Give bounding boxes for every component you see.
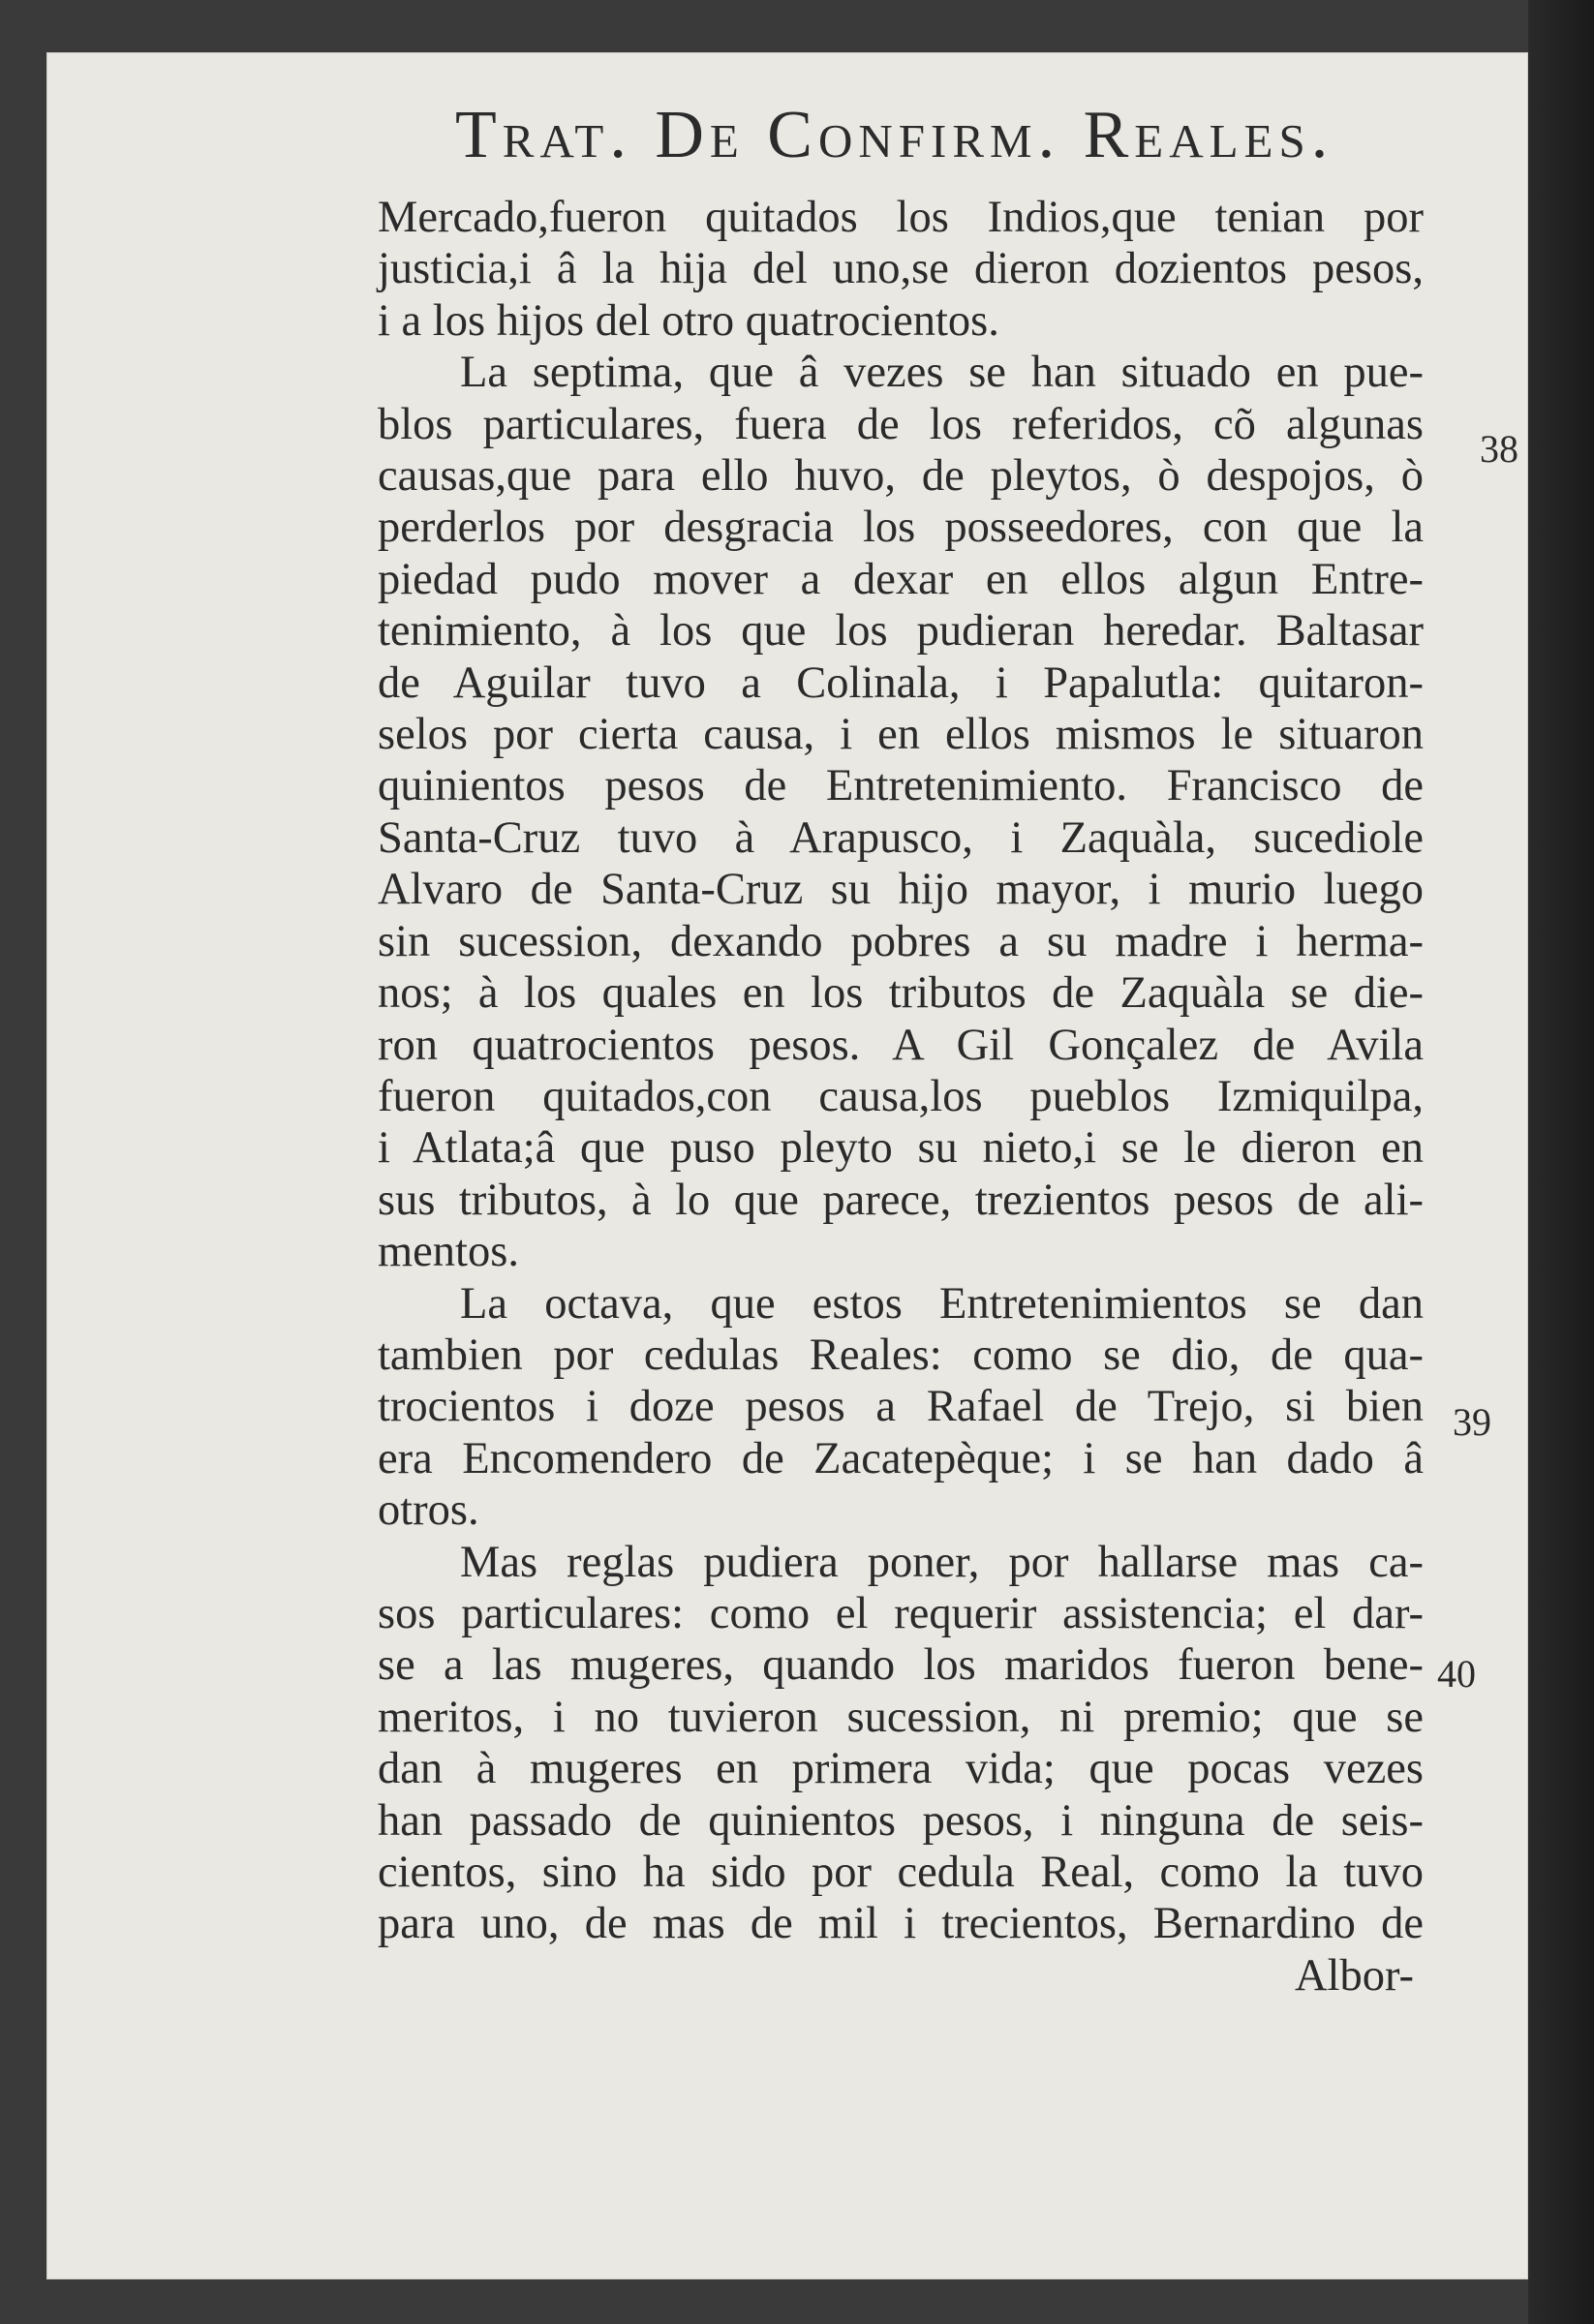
text-line: sus tributos, à lo que parece, trezientos pesos de ali- [378,1175,1424,1225]
text-line: Alvaro de Santa-Cruz su hijo mayor, i murio luego [378,865,1424,915]
text-line: tenimiento, à los que los pudieran heredar. Baltasar [378,606,1424,657]
text-line: de Aguilar tuvo a Colinala, i Papalutla: quitaron- [378,657,1424,708]
text-line: para uno, de mas de mil i trecientos, Bernardino de [378,1899,1424,1949]
text-line: justicia,i â la hija del uno,se dieron dozientos pesos, [378,244,1424,294]
catchword: Albor- [1294,1950,1414,2001]
text-line: trocientos i doze pesos a Rafael de Trejo, si bien [378,1382,1424,1432]
text-line: Mercado,fueron quitados los Indios,que tenian por [378,193,1424,242]
text-line: fueron quitados,con causa,los pueblos Izmiquilpa, [378,1071,1424,1121]
text-line: tambien por cedulas Reales: como se dio, de qua- [378,1330,1424,1380]
text-line: perderlos por desgracia los posseedores, con que la [378,503,1424,553]
text-line: ron quatrocientos pesos. A Gil Gonçalez de Avila [378,1020,1424,1070]
scan-edge [1528,0,1594,2324]
text-line: han passado de quinientos pesos, i ninguna de seis- [378,1795,1424,1846]
text-line: Mas reglas pudiera poner, por hallarse mas ca- [460,1537,1424,1587]
text-line: quinientos pesos de Entretenimiento. Francisco de [378,761,1424,811]
text-line: sos particulares: como el requerir assistencia; el dar- [378,1588,1424,1638]
text-line: nos; à los quales en los tributos de Zaquàla se die- [378,968,1424,1019]
text-line: otros. [378,1485,479,1536]
text-line: mentos. [378,1227,519,1277]
text-line: La septima, que â vezes se han situado en pue- [460,348,1424,398]
text-line: causas,que para ello huvo, de pleytos, ò despojos, ò [378,451,1424,502]
text-line: La octava, que estos Entretenimientos se dan [460,1278,1424,1329]
text-line: sin sucession, dexando pobres a su madre i herma- [378,916,1424,966]
running-title: Trat. De Confirm. Reales. [455,98,1334,172]
text-line: meritos, i no tuvieron sucession, ni premio; que se [378,1692,1424,1742]
text-line: i Atlata;â que puso pleyto su nieto,i se le dieron en [378,1123,1424,1174]
text-line: i a los hijos del otro quatrocientos. [378,295,999,346]
body-text [378,192,1424,2002]
text-line: se a las mugeres, quando los maridos fueron bene- [378,1640,1424,1691]
margin-number-39: 39 [1453,1400,1491,1444]
margin-number-40: 40 [1437,1652,1476,1696]
text-line: selos por cierta causa, i en ellos mismos le situaron [378,710,1424,760]
text-line: dan à mugeres en primera vida; que pocas vezes [378,1744,1424,1794]
text-line: era Encomendero de Zacatepèque; i se han dado â [378,1433,1424,1483]
text-line: piedad pudo mover a dexar en ellos algun Entre- [378,554,1424,604]
margin-number-38: 38 [1480,427,1518,471]
text-line: cientos, sino ha sido por cedula Real, como la tuvo [378,1848,1424,1897]
text-line: Santa-Cruz tuvo à Arapusco, i Zaquàla, sucediole [378,812,1424,863]
text-line: blos particulares, fuera de los referidos, cõ algunas [378,399,1424,449]
